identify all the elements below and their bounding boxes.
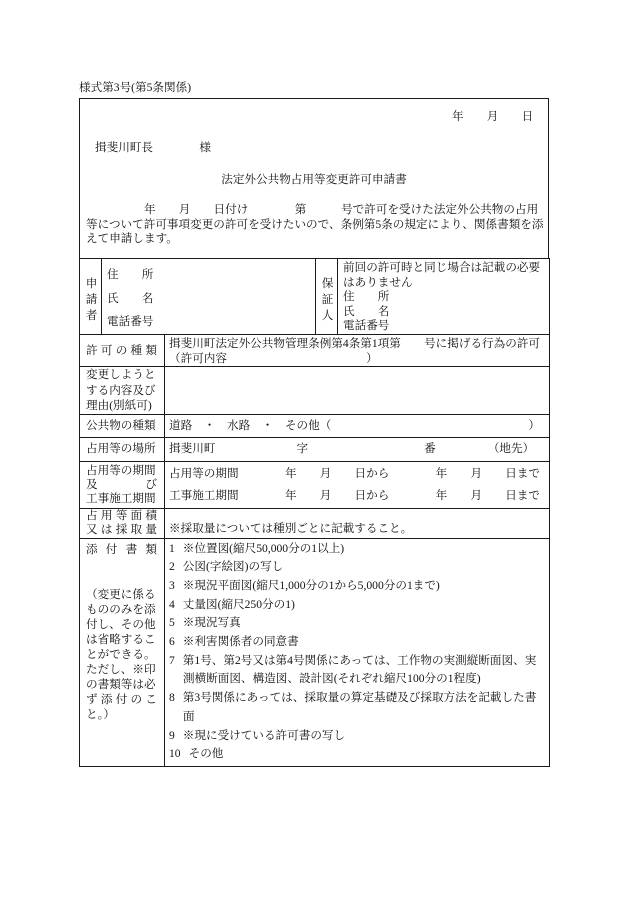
label-glyph: 許 (86, 343, 98, 357)
construction-period-line: 工事施工期間 年 月 日から 年 月 日まで (169, 488, 541, 502)
label-glyph: 用 (100, 508, 113, 522)
document-title: 法定外公共物占用等変更許可申請書 (221, 173, 407, 186)
applicant-address-label: 住 所 (107, 268, 154, 281)
applicant-label: 申請者 (84, 276, 98, 325)
attachment-item-text: 公図(字絵図)の写し (182, 560, 284, 574)
attachment-item-number: 3 (169, 578, 175, 592)
change-details-label: 変更しようと (86, 368, 156, 381)
date-line: 年 月 日 (452, 110, 534, 123)
attachment-item-continuation: 面 (183, 709, 195, 723)
area-note: ※採取量については種別ごとに記載すること。 (169, 522, 413, 535)
guarantor-fields-cell (338, 259, 550, 335)
label-glyph: 取 (130, 523, 143, 536)
attachments-note-line: 付し、その他 (86, 617, 156, 631)
attachment-item-text: ※現況平面図(縮尺1,000分の1から5,000分の1まで) (182, 578, 440, 592)
label-glyph: ず (86, 692, 98, 706)
attachments-row (80, 538, 550, 766)
applicant-label-cell (80, 259, 102, 335)
attachment-item (169, 652, 549, 671)
change-details-value-cell (165, 367, 550, 415)
attachment-item-text: その他 (188, 747, 224, 761)
permit-type-label (86, 344, 157, 358)
label-glyph: 類 (145, 343, 157, 357)
attachments-list-cell (165, 538, 550, 766)
change-details-row (80, 367, 550, 415)
attachment-item-text: ※位置図(縮尺50,000分の1以上) (182, 541, 345, 555)
label-glyph: 添 (86, 542, 98, 556)
intro-paragraph (86, 203, 544, 247)
period-value-cell (165, 461, 550, 508)
area-label-cell (80, 508, 165, 538)
applicant-phone-label: 電話番号 (107, 315, 154, 328)
label-glyph: の (115, 343, 128, 357)
area-label (86, 523, 157, 538)
location-label: 占用等の場所 (86, 442, 156, 455)
attachment-item (169, 540, 549, 559)
attachment-item (169, 596, 549, 615)
label-glyph: 付 (105, 542, 118, 556)
attachment-item-number: 2 (169, 560, 175, 574)
label-glyph: は (100, 523, 113, 536)
applicant-guarantor-row (80, 259, 550, 335)
attachment-item-number: 8 (169, 691, 175, 705)
public-property-label-cell (80, 414, 165, 437)
change-details-label-cell (80, 367, 165, 415)
intro-line: えて申請します。 (86, 232, 178, 245)
attachment-item-number: 6 (169, 635, 175, 649)
applicant-fields-cell (102, 259, 316, 335)
label-glyph: 書 (125, 542, 138, 556)
attachment-item-text: 第3号関係にあっては、採取量の算定基礎及び採取方法を記載した書 (182, 691, 537, 705)
applicant-label-wrap (80, 260, 101, 334)
attachment-item-text: 第1号、第2号又は第4号関係にあっては、工作物の実測縦断面図、実 (182, 653, 537, 667)
attachments-note-line: は省略するこ (86, 632, 156, 646)
attachment-item-number: 10 (169, 747, 181, 761)
label-glyph: 採 (115, 523, 128, 536)
attachment-item (169, 727, 549, 746)
label-glyph: 可 (100, 343, 113, 357)
label-glyph: び (145, 477, 157, 491)
attachment-item-text: ※現に受けている許可書の写し (182, 728, 346, 742)
attachments-note-line: と。） (86, 707, 115, 721)
occupancy-period-line: 占用等の期間 年 月 日から 年 月 日まで (169, 466, 541, 480)
attachment-item-continuation: 測横断面図、構造図、設計図(それぞれ縮尺100分の1程度) (183, 672, 481, 686)
location-value-cell (165, 437, 550, 461)
attachment-item (169, 558, 549, 577)
guarantor-address-label: 住 所 (343, 290, 390, 304)
attachment-item-text: ※現況写真 (182, 616, 241, 630)
permit-type-label-cell (80, 335, 165, 367)
public-property-value-cell (165, 414, 550, 437)
location-value: 揖斐川町 字 番 （地先） (169, 442, 535, 455)
area-label (86, 509, 157, 524)
attachments-note-line (86, 692, 157, 707)
attachment-item (169, 689, 549, 708)
attachments-note (86, 587, 157, 722)
label-glyph: 又 (86, 523, 98, 536)
label-glyph: 量 (145, 523, 157, 536)
change-details-label: 理由(別紙可) (86, 399, 152, 412)
attachment-item-number: 7 (169, 653, 175, 667)
guarantor-phone-label: 電話番号 (343, 319, 390, 333)
label-glyph: 類 (145, 542, 157, 556)
label-glyph: 積 (145, 508, 157, 522)
application-table (79, 258, 550, 767)
period-label (86, 478, 157, 492)
guarantor-note: はありません (343, 275, 413, 289)
period-label: 占用等の期間 (86, 463, 156, 477)
label-glyph: こ (145, 692, 157, 706)
area-row (80, 508, 550, 538)
label-glyph: 種 (130, 343, 143, 357)
attachments-label-cell (80, 538, 165, 766)
attachments-note-line: の書類等は必 (86, 677, 156, 691)
public-property-row (80, 414, 550, 437)
period-row (80, 461, 550, 508)
label-glyph: 添 (100, 692, 113, 706)
attachments-note-line: （変更に係る (86, 587, 156, 601)
attachment-item-number: 9 (169, 728, 175, 742)
permit-type-line: 揖斐川町法定外公共物管理条例第4条第1項第 号に掲げる行為の許可 (169, 336, 541, 350)
intro-line: 年 月 日付け 第 号で許可を受けた法定外公共物の占用 (86, 203, 539, 216)
attachment-item-number: 5 (169, 616, 175, 630)
permit-type-value-cell (165, 335, 550, 367)
attachment-item-number: 1 (169, 541, 175, 555)
period-label-cell (80, 461, 165, 508)
period-label: 工事施工期間 (86, 491, 156, 505)
label-glyph: の (130, 692, 143, 706)
label-glyph: 及 (86, 477, 98, 491)
public-property-label: 公共物の種類 (86, 418, 156, 432)
attachment-item (169, 577, 549, 596)
guarantor-name-label: 氏 名 (343, 304, 390, 318)
location-label-cell (80, 437, 165, 461)
addressee: 揖斐川町長 様 (95, 141, 211, 154)
attachments-note-line: もののみを添 (86, 602, 156, 616)
label-glyph: 付 (115, 692, 128, 706)
label-glyph: 等 (115, 508, 128, 522)
attachment-item (169, 633, 549, 652)
permit-content-line: （許可内容 ） (169, 351, 378, 365)
guarantor-label-wrap (316, 260, 337, 334)
guarantor-label: 保証人 (320, 276, 334, 325)
intro-line: 等について許可事項変更の許可を受けたいので、条例第5条の規定により、関係書類を添 (86, 217, 544, 231)
public-property-options: 道路 ・ 水路 ・ その他（ ） (169, 418, 541, 432)
attachment-item (169, 614, 549, 633)
attachments-note-line: ただし、※印 (86, 662, 156, 676)
area-value-cell (165, 508, 550, 538)
location-row (80, 437, 550, 461)
attachment-item-number: 4 (169, 597, 175, 611)
guarantor-note: 前回の許可時と同じ場合は記載の必要 (343, 261, 541, 274)
change-details-label: する内容及び (86, 383, 156, 397)
attachment-item-text: ※利害関係者の同意書 (182, 635, 299, 649)
attachment-item (169, 745, 549, 764)
guarantor-label-cell (316, 259, 338, 335)
applicant-name-label: 氏 名 (107, 291, 154, 305)
attachments-label (86, 542, 157, 557)
label-glyph: 面 (130, 508, 143, 522)
label-glyph: 占 (86, 508, 98, 522)
permit-type-row (80, 335, 550, 367)
attachment-item-text: 丈量図(縮尺250分の1) (182, 597, 295, 611)
attachments-note-line: とができる。 (86, 647, 156, 661)
form-number: 様式第3号(第5条関係) (79, 81, 192, 94)
